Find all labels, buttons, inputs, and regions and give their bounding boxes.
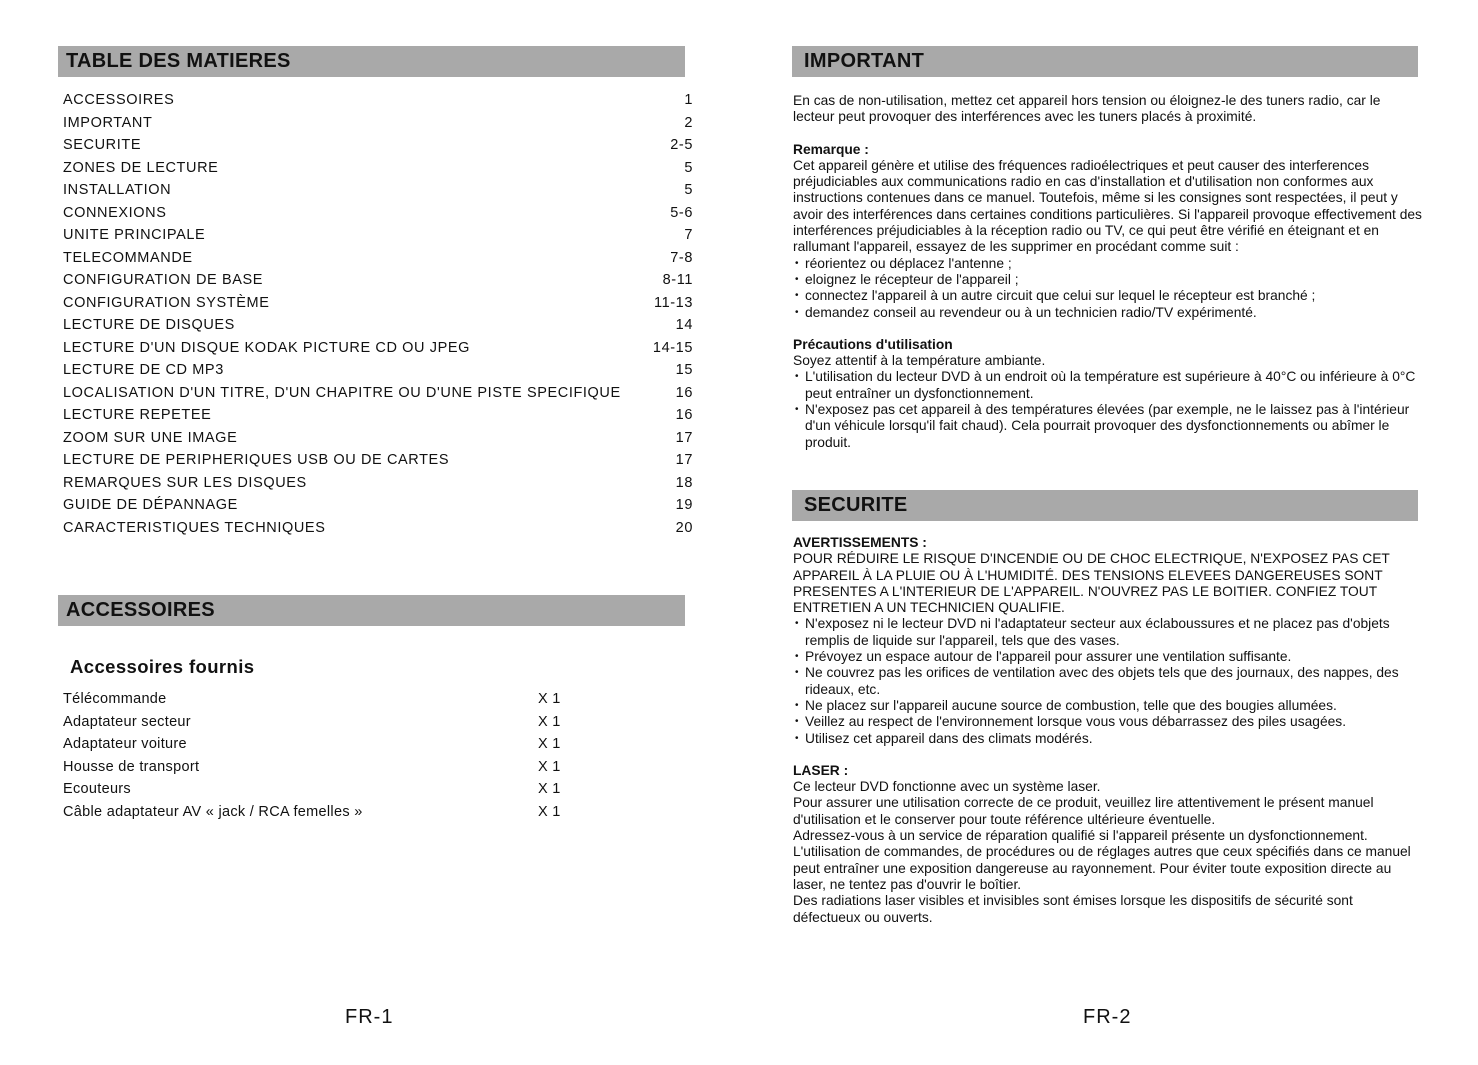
laser-paragraph: Pour assurer une utilisation correcte de ce produit, veuillez lire attentivement le présent manuel d'utilisation et le conserver pour toute référence ultérieure éventuelle. [793,795,1374,827]
toc-entry [63,449,693,472]
accessory-name: Housse de transport [63,758,200,775]
bullet-item: • eloignez le récepteur de l'appareil ; [793,272,1423,288]
toc-entry-label: ZONES DE LECTURE [63,159,219,176]
bullet-item: • Veillez au respect de l'environnement lorsque vous vous débarrassez des piles usagées. [793,714,1423,730]
toc-entry-label: REMARQUES SUR LES DISQUES [63,474,307,491]
toc-entry-page: 1 [684,92,693,108]
toc-entry-page: 5 [684,159,693,176]
toc-entry [63,359,693,382]
toc-entry [63,517,693,540]
toc-entry [63,427,693,450]
toc-entry-page: 7 [684,227,693,243]
toc-entry-label: IMPORTANT [63,114,153,131]
precautions-heading: Précautions d'utilisation [793,336,953,352]
warnings-bullet-list [793,616,1423,746]
toc-entry [63,314,693,337]
precautions-bullet-list [793,369,1423,450]
laser-heading: LASER : [793,762,849,778]
toc-entry-label: GUIDE DE DÉPANNAGE [63,497,238,513]
toc-entry-page: 5-6 [670,204,693,221]
toc-entry-page: 16 [675,384,693,401]
securite-block [793,535,1423,926]
toc-entry [63,179,693,202]
toc-entry-label: LECTURE D'UN DISQUE KODAK PICTURE CD OU JPEG [63,339,471,356]
accessories-list [63,688,563,823]
toc-entry [63,224,693,247]
toc-entry-page: 5 [684,182,693,198]
important-title: IMPORTANT [804,50,925,72]
laser-paragraph: L'utilisation de commandes, de procédures ou de réglages autres que ceux spécifiés dans ce manuel peut entraîner une exposition dangereuse au rayonnement. Pour éviter toute exposition directe au laser, ne tentez pas d'ouvrir le boîtier. [793,844,1411,892]
toc-entry [63,292,693,315]
toc-entry-label: CARACTERISTIQUES TECHNIQUES [63,519,326,536]
toc-entry [63,89,693,112]
accessory-item [63,688,563,711]
toc-entry-label: SECURITE [63,137,142,153]
laser-paragraph: Des radiations laser visibles et invisibles sont émises lorsque les dispositifs de sécurité sont défectueux ou ouverts. [793,893,1353,925]
toc-entry-page: 2-5 [670,137,693,153]
accessory-quantity: X 1 [538,758,561,775]
toc-entry-page: 7-8 [670,249,693,266]
warnings-text: POUR RÉDUIRE LE RISQUE D'INCENDIE OU DE CHOC ELECTRIQUE, N'EXPOSEZ PAS CET APPAREIL À LA PLUIE OU À L'HUMIDITÉ. DES TENSIONS ELEVEES DANGEREUSES SONT PRESENTES A L'INTERIEUR DE L'APPAREIL. N'OUVREZ PAS LE BOITIER. CONFIEZ TOUT ENTRETIEN A UN TECHNICIEN QUALIFIE. [793,551,1390,616]
toc-entry [63,472,693,495]
accessory-name: Adaptateur voiture [63,736,187,752]
accessory-quantity: X 1 [538,691,561,707]
accessory-item [63,733,563,756]
laser-paragraph: Ce lecteur DVD fonctionne avec un système laser. [793,779,1101,795]
toc-entry-label: LECTURE DE CD MP3 [63,362,224,378]
toc-entry [63,337,693,360]
bullet-item: • N'exposez pas cet appareil à des températures élevées (par exemple, ne le laissez pas à l'intérieur d'un véhicule lorsqu'il fait chaud). Cela pourrait provoquer des dysfonctionnements ou abîmer le produit. [793,402,1423,451]
toc-entry-page: 14-15 [652,339,693,356]
accessory-quantity: X 1 [538,736,561,752]
remark-heading: Remarque : [793,141,869,157]
toc-entry [63,494,693,517]
toc-entry [63,157,693,180]
toc-entry-label: LECTURE REPETEE [63,407,212,423]
bullet-item: • Ne couvrez pas les orifices de ventilation avec des objets tels que des journaux, des nappes, des rideaux, etc. [793,665,1423,698]
toc-entry-label: LECTURE DE DISQUES [63,317,235,333]
remark-bullet-list [793,256,1423,321]
accessory-name: Télécommande [63,691,167,707]
toc-entry-page: 17 [675,452,693,468]
toc-entry-page: 16 [675,407,693,423]
page-number-left: FR-1 [345,1006,394,1028]
toc-title: TABLE DES MATIERES [66,50,291,72]
toc-entry-page: 15 [675,362,693,378]
accessory-name: Adaptateur secteur [63,713,191,730]
securite-title: SECURITE [804,494,908,516]
laser-paragraph: Adressez-vous à un service de réparation qualifié si l'appareil présente un dysfonctionnement. [793,828,1368,844]
table-of-contents [63,89,693,539]
toc-entry [63,134,693,157]
accessory-item [63,801,563,824]
laser-text [793,779,1423,926]
toc-entry [63,247,693,270]
remark-text: Cet appareil génère et utilise des fréquences radioélectriques et peut causer des interferences préjudiciables aux communications radio en cas d'installation et d'utilisation non conformes aux instructions contenues dans ce manuel. Toutefois, même si les consignes sont respectées, il peut y avoir des interférences dans certaines conditions particulières. Si l'appareil provoque effectivement des interférences préjudiciables à la réception radio ou TV, ce qui peut être vérifié en éteignant et en rallumant l'appareil, essayez de les supprimer en procédant comme suit : [793,157,1422,255]
toc-entry-label: CONFIGURATION DE BASE [63,272,264,288]
accessories-title-bar [58,595,685,626]
accessory-quantity: X 1 [538,803,561,820]
precautions-text: Soyez attentif à la température ambiante. [793,353,1046,369]
accessory-name: Câble adaptateur AV « jack / RCA femelles » [63,803,363,820]
toc-entry-page: 14 [675,317,693,333]
important-block [793,93,1423,451]
bullet-item: • N'exposez ni le lecteur DVD ni l'adaptateur secteur aux éclaboussures et ne placez pas d'objets remplis de liquide sur l'appareil, tels que des vases. [793,616,1423,649]
toc-entry-label: CONNEXIONS [63,204,167,221]
toc-entry [63,269,693,292]
accessory-name: Ecouteurs [63,781,131,797]
toc-entry-page: 19 [675,497,693,513]
toc-entry [63,202,693,225]
important-intro: En cas de non-utilisation, mettez cet appareil hors tension ou éloignez-le des tuners radio, car le lecteur peut provoquer des interférences avec les tuners placés à proximité. [793,93,1381,125]
toc-entry-label: LECTURE DE PERIPHERIQUES USB OU DE CARTES [63,452,450,468]
accessory-quantity: X 1 [538,781,561,797]
toc-entry [63,404,693,427]
bullet-item: • réorientez ou déplacez l'antenne ; [793,256,1423,272]
important-title-bar [792,46,1418,77]
warnings-heading: AVERTISSEMENTS : [793,535,927,550]
toc-entry-page: 17 [675,429,693,446]
right-page [739,0,1478,1065]
accessory-item [63,778,563,801]
toc-entry-label: CONFIGURATION SYSTÈME [63,294,270,311]
bullet-item: • Prévoyez un espace autour de l'appareil pour assurer une ventilation suffisante. [793,649,1423,665]
accessory-quantity: X 1 [538,713,561,730]
toc-entry-label: TELECOMMANDE [63,249,193,266]
page-number-right: FR-2 [1083,1006,1132,1028]
toc-entry-page: 20 [675,519,693,536]
toc-entry-label: INSTALLATION [63,182,172,198]
bullet-item: • Utilisez cet appareil dans des climats modérés. [793,731,1423,747]
bullet-item: • connectez l'appareil à un autre circuit que celui sur lequel le récepteur est branché ; [793,288,1423,304]
toc-entry [63,382,693,405]
toc-entry-label: UNITE PRINCIPALE [63,227,206,243]
accessories-subtitle: Accessoires fournis [70,656,255,677]
toc-entry-label: ZOOM SUR UNE IMAGE [63,429,238,446]
bullet-item: • Ne placez sur l'appareil aucune source de combustion, telle que des bougies allumées. [793,698,1423,714]
accessory-item [63,756,563,779]
accessories-title: ACCESSOIRES [66,599,215,621]
bullet-item: • demandez conseil au revendeur ou à un technicien radio/TV expérimenté. [793,305,1423,321]
bullet-item: • L'utilisation du lecteur DVD à un endroit où la température est supérieure à 40°C ou inférieure à 0°C peut entraîner un dysfonctionnement. [793,369,1423,402]
toc-entry-label: ACCESSOIRES [63,92,175,108]
toc-entry-page: 2 [684,114,693,131]
toc-entry-page: 8-11 [662,272,693,288]
securite-title-bar [792,490,1418,521]
toc-entry-label: LOCALISATION D'UN TITRE, D'UN CHAPITRE OU D'UNE PISTE SPECIFIQUE [63,384,621,401]
toc-entry-page: 11-13 [653,294,693,311]
toc-entry [63,112,693,135]
toc-entry-page: 18 [675,474,693,491]
toc-title-bar [58,46,685,77]
accessory-item [63,711,563,734]
